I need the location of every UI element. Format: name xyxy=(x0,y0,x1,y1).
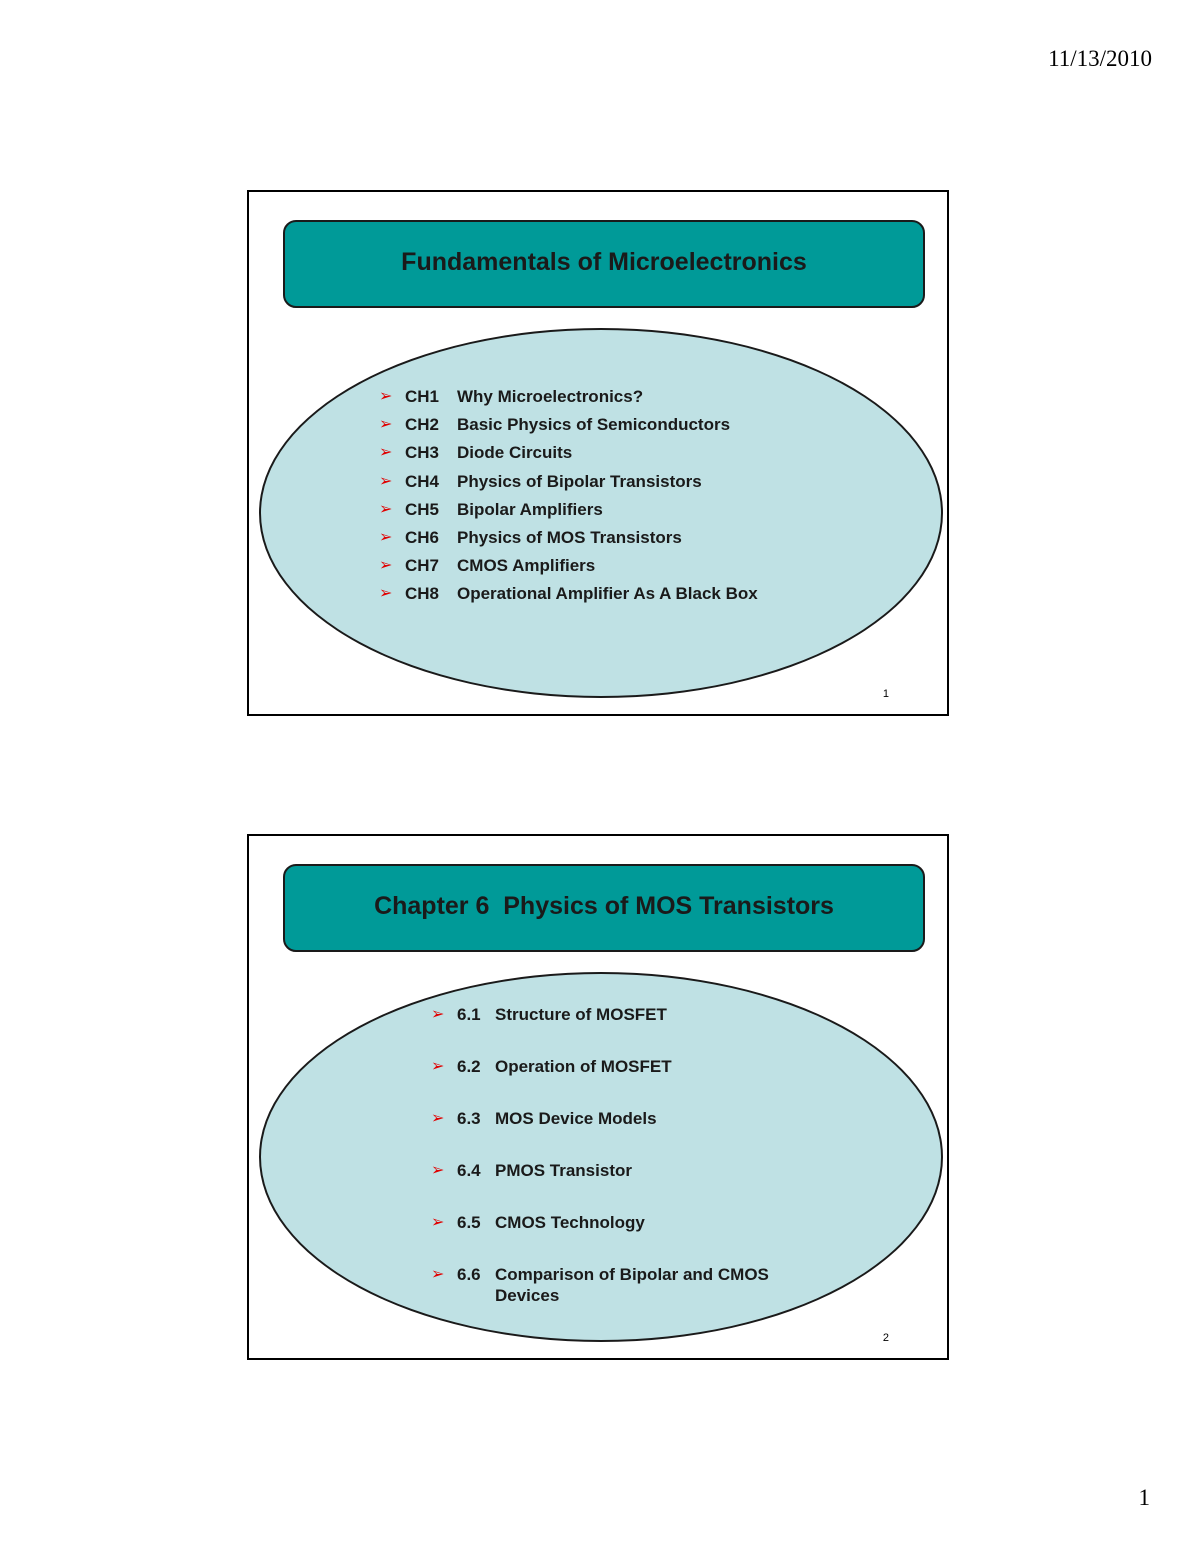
arrow-bullet-icon: ➢ xyxy=(379,444,393,462)
list-item xyxy=(431,1264,831,1306)
list-item xyxy=(431,1056,831,1077)
arrow-bullet-icon: ➢ xyxy=(379,528,393,546)
list-item xyxy=(379,499,758,527)
arrow-bullet-icon: ➢ xyxy=(431,1110,445,1127)
item-code: 6.6 xyxy=(457,1265,481,1284)
list-item xyxy=(379,555,758,583)
item-code: CH5 xyxy=(405,499,440,519)
arrow-bullet-icon: ➢ xyxy=(379,388,393,405)
list-item xyxy=(431,1004,831,1025)
section-list xyxy=(431,1004,831,1337)
item-text: Comparison of Bipolar and CMOS Devices xyxy=(495,1265,769,1305)
slide-title-bar xyxy=(283,220,925,308)
arrow-bullet-icon: ➢ xyxy=(379,472,393,490)
item-text: Operation of MOSFET xyxy=(495,1057,672,1076)
arrow-bullet-icon: ➢ xyxy=(379,585,393,603)
item-code: CH1 xyxy=(405,387,440,406)
item-text: Bipolar Amplifiers xyxy=(457,499,603,519)
item-text: PMOS Transistor xyxy=(495,1161,632,1180)
item-code: CH8 xyxy=(405,584,440,604)
item-text: Structure of MOSFET xyxy=(495,1005,667,1024)
slide-number: 1 xyxy=(882,688,889,700)
arrow-bullet-icon: ➢ xyxy=(379,416,393,434)
item-text: Physics of MOS Transistors xyxy=(457,527,682,547)
arrow-bullet-icon: ➢ xyxy=(431,1214,445,1231)
item-code: CH4 xyxy=(405,471,440,491)
item-text: CMOS Amplifiers xyxy=(457,556,596,576)
item-code: 6.2 xyxy=(457,1057,481,1076)
list-item xyxy=(431,1160,831,1181)
list-item xyxy=(379,583,758,611)
list-item xyxy=(379,414,758,442)
arrow-bullet-icon: ➢ xyxy=(431,1058,445,1075)
arrow-bullet-icon: ➢ xyxy=(431,1266,445,1283)
item-code: CH3 xyxy=(405,443,440,463)
slide-title: Fundamentals of Microelectronics xyxy=(401,247,807,276)
item-text: Operational Amplifier As A Black Box xyxy=(457,584,758,604)
page-date: 11/13/2010 xyxy=(1048,46,1152,71)
arrow-bullet-icon: ➢ xyxy=(379,557,393,575)
arrow-bullet-icon: ➢ xyxy=(379,500,393,518)
slide-1 xyxy=(247,190,949,716)
item-code: 6.3 xyxy=(457,1109,481,1128)
list-item xyxy=(431,1212,831,1233)
slide-number: 2 xyxy=(882,1332,889,1344)
arrow-bullet-icon: ➢ xyxy=(431,1006,445,1023)
item-code: 6.4 xyxy=(457,1161,481,1180)
item-code: 6.1 xyxy=(457,1005,481,1024)
slide-title-bar xyxy=(283,864,925,952)
arrow-bullet-icon: ➢ xyxy=(431,1162,445,1179)
item-text: CMOS Technology xyxy=(495,1213,645,1232)
item-code: CH2 xyxy=(405,415,440,435)
list-item xyxy=(379,386,758,414)
list-item xyxy=(431,1108,831,1129)
page-number: 1 xyxy=(1138,1485,1150,1510)
item-text: Diode Circuits xyxy=(457,443,573,463)
slide-title: Chapter 6 Physics of MOS Transistors xyxy=(374,891,834,920)
item-text: Basic Physics of Semiconductors xyxy=(457,415,731,435)
list-item xyxy=(379,471,758,499)
item-code: CH7 xyxy=(405,556,440,576)
item-text: Why Microelectronics? xyxy=(457,387,644,406)
list-item xyxy=(379,527,758,555)
item-text: Physics of Bipolar Transistors xyxy=(457,471,702,491)
item-text: MOS Device Models xyxy=(495,1109,657,1128)
item-code: 6.5 xyxy=(457,1213,481,1232)
chapter-list xyxy=(379,386,758,612)
list-item xyxy=(379,442,758,470)
item-code: CH6 xyxy=(405,527,440,547)
slide-2 xyxy=(247,834,949,1360)
